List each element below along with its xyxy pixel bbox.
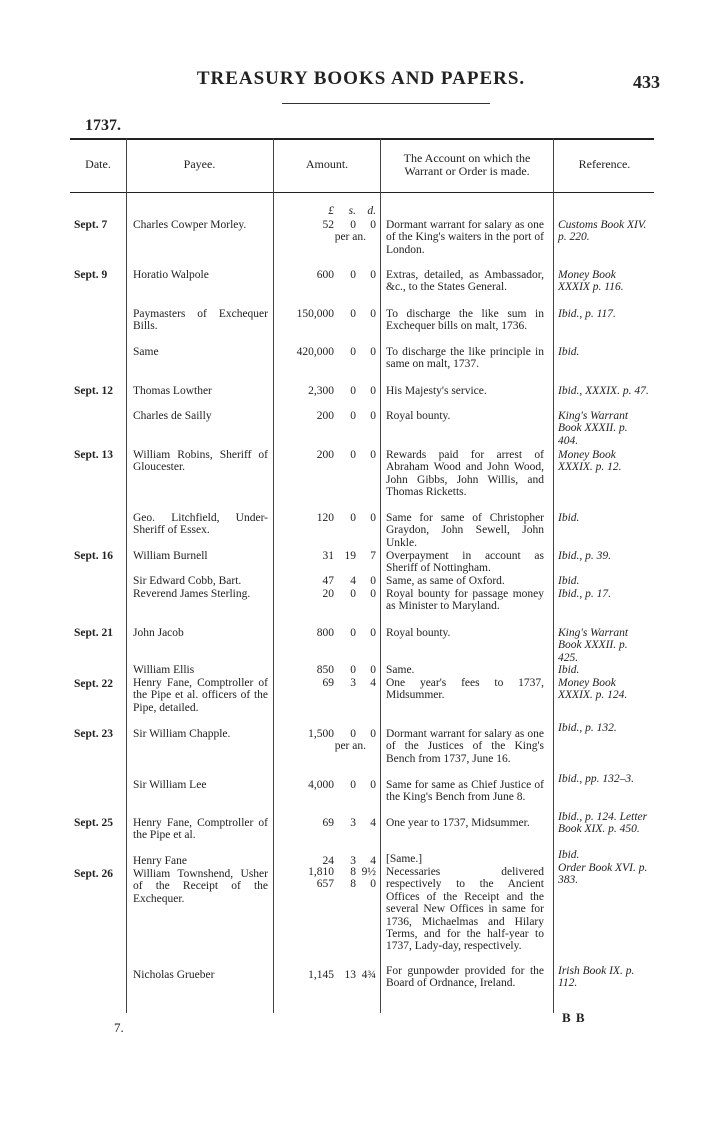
row-payee: Horatio Walpole bbox=[133, 269, 209, 281]
row-date: Sept. 7 bbox=[74, 219, 108, 231]
row-account: To discharge the like sum in Exchequer bills on malt, 1736. bbox=[386, 308, 544, 333]
row-payee: William Robins, Sheriff of Gloucester. bbox=[133, 449, 268, 474]
row-account: Overpayment in account as Sheriff of Nottingham. bbox=[386, 550, 544, 575]
row-reference: Ibid., p. 17. bbox=[558, 588, 612, 600]
year-heading: 1737. bbox=[85, 117, 121, 134]
row-account: Rewards paid for arrest of Abraham Wood and John Wood, John Gibbs, John Willis, and Thomas Ricketts. bbox=[386, 449, 544, 499]
row-amount: 4,000 0 0 bbox=[308, 779, 376, 791]
gathering-signature: B B bbox=[562, 1010, 586, 1025]
row-date: Sept. 16 bbox=[74, 550, 113, 562]
row-amount: 52 0 0 per an. bbox=[322, 219, 376, 244]
row-payee: Charles de Sailly bbox=[133, 410, 212, 422]
row-date: Sept. 21 bbox=[74, 627, 113, 639]
table-header-rule bbox=[70, 192, 654, 193]
row-reference: King's Warrant Book XXXII. p. 425. bbox=[558, 627, 629, 664]
row-amount: 850 0 0 bbox=[316, 664, 376, 676]
row-reference: Ibid., p. 124. Letter Book XIX. p. 450. bbox=[558, 811, 648, 836]
column-header-payee: Payee. bbox=[183, 157, 216, 171]
row-amount: 69 3 4 bbox=[322, 677, 376, 689]
row-reference: Customs Book XIV. p. 220. bbox=[558, 219, 647, 244]
row-account: His Majesty's service. bbox=[386, 385, 487, 397]
row-payee: Reverend James Sterling. bbox=[133, 588, 251, 600]
row-reference: Ibid. bbox=[558, 346, 580, 358]
row-account: Necessaries delivered respectively to the Ancient Offices of the Receipt and the several New Offices in same for 1736, Michaelmas and Hilary Terms, and for the half-year to 1737, Lady-day, respectively. bbox=[386, 866, 544, 953]
table-top-rule bbox=[70, 138, 654, 140]
row-payee: Nicholas Grueber bbox=[133, 969, 215, 981]
row-account: To discharge the like principle in same on malt, 1737. bbox=[386, 346, 544, 371]
row-reference: Ibid. bbox=[558, 512, 580, 524]
running-header-title: TREASURY BOOKS AND PAPERS. bbox=[196, 68, 526, 89]
row-reference: Ibid., p. 132. bbox=[558, 722, 617, 734]
row-amount: 1,810 8 9½ 657 8 0 bbox=[308, 866, 376, 891]
column-divider bbox=[553, 138, 554, 1013]
row-account: Same for same of Christopher Graydon, John Sewell, John Unkle. bbox=[386, 512, 544, 549]
row-reference: Ibid., XXXIX. p. 47. bbox=[558, 385, 649, 397]
row-account: Same. bbox=[386, 664, 415, 676]
row-amount: 120 0 0 bbox=[316, 512, 376, 524]
row-payee: John Jacob bbox=[133, 627, 184, 639]
row-payee: Thomas Lowther bbox=[133, 385, 212, 397]
row-amount: 150,000 0 0 bbox=[296, 308, 376, 320]
row-account: Dormant warrant for salary as one of the King's waiters in the port of London. bbox=[386, 219, 544, 256]
row-payee: William Burnell bbox=[133, 550, 208, 562]
row-amount: 2,300 0 0 bbox=[308, 385, 376, 397]
signature-mark: 7. bbox=[114, 1020, 124, 1035]
row-amount: 1,145 13 4¾ bbox=[308, 969, 376, 981]
row-reference: Ibid. bbox=[558, 664, 580, 676]
row-date: Sept. 22 bbox=[74, 678, 113, 690]
row-date: Sept. 25 bbox=[74, 817, 113, 829]
row-payee: Sir Edward Cobb, Bart. bbox=[133, 575, 242, 587]
row-payee: Geo. Litchfield, Under-Sheriff of Essex. bbox=[133, 512, 268, 537]
row-account: Royal bounty for passage money as Minister to Maryland. bbox=[386, 588, 544, 613]
row-reference: Irish Book IX. p. 112. bbox=[558, 965, 635, 990]
row-amount: 600 0 0 bbox=[316, 269, 376, 281]
row-amount: 47 4 0 bbox=[322, 575, 376, 587]
row-account: For gunpowder provided for the Board of Ordnance, Ireland. bbox=[386, 965, 544, 990]
row-payee: Sir William Lee bbox=[133, 779, 207, 791]
column-divider bbox=[126, 138, 127, 1013]
row-date: Sept. 12 bbox=[74, 385, 113, 397]
column-header-amount: Amount. bbox=[305, 157, 349, 171]
row-payee: Henry Fane, Comptroller of the Pipe et al. officers of the Pipe, detailed. bbox=[133, 677, 268, 714]
row-payee: Same bbox=[133, 346, 159, 358]
column-divider bbox=[273, 138, 274, 1013]
row-reference: Order Book XVI. p. 383. bbox=[558, 862, 648, 887]
row-payee: William Townshend, Usher of the Receipt of the Exchequer. bbox=[133, 868, 268, 905]
row-payee: William Ellis bbox=[133, 664, 195, 676]
row-account: One year to 1737, Midsummer. bbox=[386, 817, 530, 829]
row-amount: 800 0 0 bbox=[316, 627, 376, 639]
row-reference: Money Book XXXIX p. 116. bbox=[558, 269, 624, 294]
row-payee: Charles Cowper Morley. bbox=[133, 219, 247, 231]
column-header-reference: Reference. bbox=[578, 157, 631, 171]
row-reference: Ibid., pp. 132–3. bbox=[558, 773, 635, 785]
row-reference: Ibid. bbox=[558, 849, 580, 861]
header-rule bbox=[282, 103, 490, 104]
column-divider bbox=[380, 138, 381, 1013]
row-reference: Money Book XXXIX. p. 124. bbox=[558, 677, 628, 702]
row-account: Royal bounty. bbox=[386, 410, 451, 422]
row-payee: Sir William Chapple. bbox=[133, 728, 231, 740]
row-amount: 200 0 0 bbox=[316, 449, 376, 461]
column-header-date: Date. bbox=[85, 157, 111, 171]
row-reference: Ibid. bbox=[558, 575, 580, 587]
row-reference: King's Warrant Book XXXII. p. 404. bbox=[558, 410, 629, 447]
row-date: Sept. 26 bbox=[74, 868, 113, 880]
row-amount: 1,500 0 0 per an. bbox=[308, 728, 376, 753]
row-account: Same for same as Chief Justice of the King's Bench from June 8. bbox=[386, 779, 544, 804]
row-account: Same, as same of Oxford. bbox=[386, 575, 505, 587]
row-account: [Same.] bbox=[386, 853, 423, 865]
row-account: Extras, detailed, as Ambassador, &c., to the States General. bbox=[386, 269, 544, 294]
page-number: 433 bbox=[633, 72, 660, 92]
row-amount: 24 3 4 bbox=[322, 855, 376, 867]
row-reference: Ibid., p. 39. bbox=[558, 550, 612, 562]
row-account: One year's fees to 1737, Midsummer. bbox=[386, 677, 544, 702]
row-payee: Henry Fane, Comptroller of the Pipe et al. bbox=[133, 817, 268, 842]
row-date: Sept. 23 bbox=[74, 728, 113, 740]
column-header-account: The Account on which the Warrant or Order is made. bbox=[403, 151, 531, 178]
row-amount: 420,000 0 0 bbox=[296, 346, 376, 358]
currency-units: £ s. d. bbox=[328, 205, 376, 217]
row-date: Sept. 13 bbox=[74, 449, 113, 461]
row-amount: 69 3 4 bbox=[322, 817, 376, 829]
row-payee: Paymasters of Exchequer Bills. bbox=[133, 308, 268, 333]
row-payee: Henry Fane bbox=[133, 855, 187, 867]
row-date: Sept. 9 bbox=[74, 269, 108, 281]
row-account: Dormant warrant for salary as one of the Justices of the King's Bench from 1737, June 16. bbox=[386, 728, 544, 765]
row-account: Royal bounty. bbox=[386, 627, 451, 639]
row-amount: 200 0 0 bbox=[316, 410, 376, 422]
row-amount: 20 0 0 bbox=[322, 588, 376, 600]
row-reference: Money Book XXXIX. p. 12. bbox=[558, 449, 622, 474]
row-reference: Ibid., p. 117. bbox=[558, 308, 616, 320]
row-amount: 31 19 7 bbox=[322, 550, 376, 562]
